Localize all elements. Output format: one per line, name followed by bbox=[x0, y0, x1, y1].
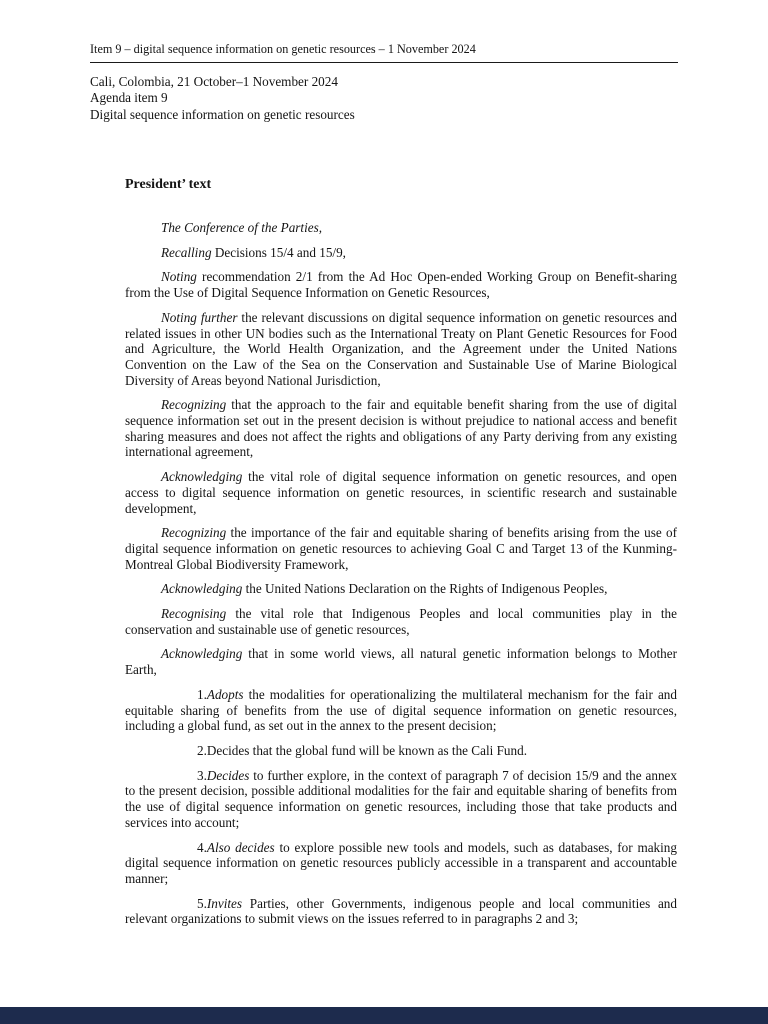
paragraph-number: 3. bbox=[197, 767, 207, 783]
preamble-paragraph-parties: The Conference of the Parties, bbox=[161, 220, 323, 235]
meta-line-agenda-item: Agenda item 9 bbox=[90, 90, 168, 106]
preamble-paragraph-recalling: Recalling Decisions 15/4 and 15/9, bbox=[161, 244, 346, 260]
running-header bbox=[90, 42, 678, 63]
operative-paragraph-5: 5.Invites Parties, other Governments, indigenous people and local communities and relevant organizations to submit views on the issues referred to in paragraphs 2 and 3; bbox=[125, 895, 677, 927]
operative-paragraph-1: 1.Adopts the modalities for operationalizing the multilateral mechanism for the fair and equitable sharing of benefits from the use of digital sequence information on genetic resources, including a global fund, as set out in the annex to the present decision; bbox=[125, 686, 677, 734]
paragraph-number: 2. bbox=[197, 742, 207, 758]
operative-paragraph-4: 4.Also decides to explore possible new tools and models, such as databases, for making digital sequence information on genetic resources publicly accessible in a transparent and accountable manner; bbox=[125, 839, 677, 886]
preamble-paragraph-acknowledging-role: Acknowledging the vital role of digital sequence information on genetic resources, and open access to digital sequence information on genetic resources, in scientific research and sustainable development, bbox=[125, 469, 677, 516]
document-body bbox=[125, 177, 677, 936]
preamble-paragraph-acknowledging-mother-earth: Acknowledging that in some world views, all natural genetic information belongs to Mother Earth, bbox=[125, 646, 677, 678]
preamble-paragraph-recognizing-approach: Recognizing that the approach to the fair and equitable benefit sharing from the use of digital sequence information set out in the present decision is without prejudice to national access and benefit sharing measures and does not affect the rights and obligations of any Party deriving from any existing international agreement, bbox=[125, 397, 677, 460]
preamble-paragraph-acknowledging-undrip: Acknowledging the United Nations Declaration on the Rights of Indigenous Peoples, bbox=[161, 581, 608, 597]
meta-line-venue: Cali, Colombia, 21 October–1 November 2024 bbox=[90, 74, 338, 89]
operative-paragraph-2: 2.Decides that the global fund will be known as the Cali Fund. bbox=[125, 743, 677, 759]
paragraph-number: 5. bbox=[197, 895, 207, 911]
viewer-footer-bar bbox=[0, 1007, 768, 1024]
paragraph-number: 1. bbox=[197, 686, 207, 702]
document-meta bbox=[90, 74, 678, 123]
preamble-paragraph-noting-further: Noting further the relevant discussions on digital sequence information on genetic resources and related issues in other UN bodies such as the International Treaty on Plant Genetic Resources for Food and Agriculture, the World Health Organization, and the Agreement under the United Nations Convention on the Law of the Sea on the Conservation and Sustainable Use of Marine Biological Diversity of Areas beyond National Jurisdiction, bbox=[125, 309, 677, 388]
document-title: President’ text bbox=[125, 177, 212, 192]
preamble-paragraph-recognizing-importance: Recognizing the importance of the fair and equitable sharing of benefits arising from the use of digital sequence information on genetic resources to achieving Goal C and Target 13 of the Kunming-Montreal Global Biodiversity Framework, bbox=[125, 525, 677, 572]
preamble-paragraph-recognising-iplc: Recognising the vital role that Indigenous Peoples and local communities play in the conservation and sustainable use of genetic resources, bbox=[125, 606, 677, 637]
meta-line-agenda-title: Digital sequence information on genetic resources bbox=[90, 106, 355, 122]
preamble-paragraph-noting: Noting recommendation 2/1 from the Ad Hoc Open-ended Working Group on Benefit-sharing from the Use of Digital Sequence Information on Genetic Resources, bbox=[125, 269, 677, 301]
paragraph-number: 4. bbox=[197, 839, 207, 855]
running-header-text: Item 9 – digital sequence information on genetic resources – 1 November 2024 bbox=[90, 42, 476, 56]
operative-paragraph-3: 3.Decides to further explore, in the context of paragraph 7 of decision 15/9 and the annex to the present decision, possible additional modalities for the fair and equitable sharing of benefits from the use of digital sequence information on genetic resources, including those that take products and services into account; bbox=[125, 767, 677, 830]
